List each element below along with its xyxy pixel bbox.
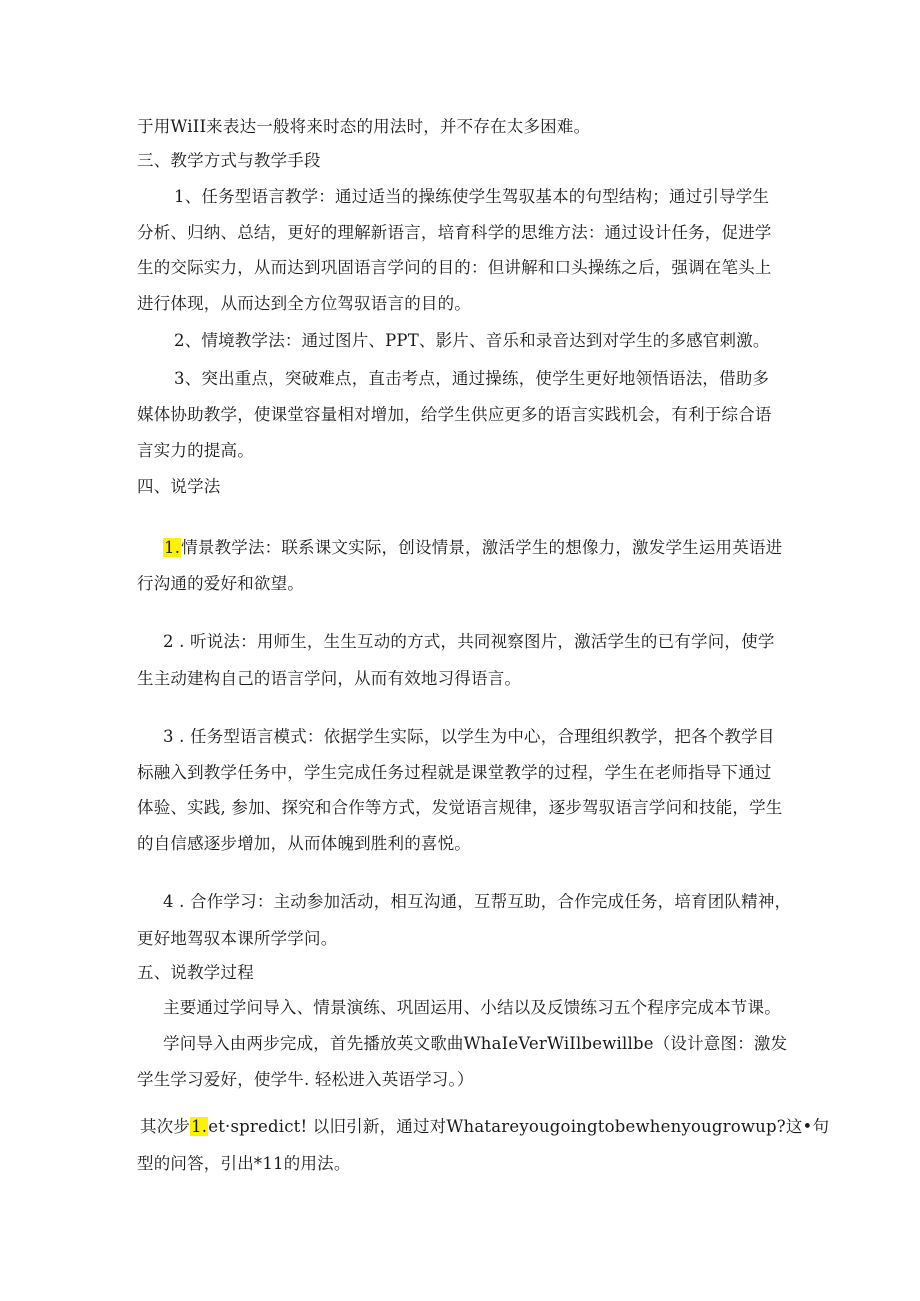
text-line-21: 更好地驾驭本课所学学问。 [137,929,338,948]
text-line-8: 3、突出重点，突破难点，直击考点，通过操练，使学生更好地领悟语法，借助多 [174,369,770,388]
text-line-26-rest: et·spredict! 以旧引新，通过对Whatareyougoingtobewhenyougrowup?这•句 [208,1117,830,1136]
text-line-14: 2 . 听说法：用师生，生生互动的方式，共同视察图片，激活学生的已有学问，使学 [163,632,775,651]
section-heading-3: 三、教学方式与教学手段 [137,151,321,170]
text-line-12 [163,537,782,559]
text-line-15: 生主动建构自己的语言学问，从而有效地习得语言。 [137,669,522,688]
highlighted-number: 1. [164,538,181,557]
section-heading-5: 五、说教学过程 [137,963,254,982]
text-line-24: 学问导入由两步完成，首先播放英文歌曲WhaIeVerWiIlbewillbe（设计意图：激发 [163,1034,788,1053]
text-line-26-start: 其次步 [140,1117,191,1136]
text-line-25: 学生学习爱好，使学牛. 轻松进入英语学习。） [137,1070,474,1089]
text-line-9: 媒体协助教学，使课堂容量相对增加，给学生供应更多的语言实践机会，有利于综合语 [137,405,772,424]
text-line-26 [140,1116,829,1138]
text-line-27: 型的问答，引出*11的用法。 [137,1154,351,1173]
text-line-6: 进行体现，从而达到全方位驾驭语言的目的。 [137,294,471,313]
text-line-1: 于用WiII来表达一般将来时态的用法时，并不存在太多困难。 [137,117,591,136]
text-line-12-rest: 情景教学法：联系课文实际，创设情景，激活学生的想像力，激发学生运用英语进 [181,538,783,557]
text-line-4: 分析、归纳、总结，更好的理解新语言，培育科学的思维方法：通过设计任务，促进学 [137,223,772,242]
text-line-5: 生的交际实力，从而达到巩固语言学问的目的：但讲解和口头操练之后，强调在笔头上 [137,258,772,277]
text-line-19: 的自信感逐步增加，从而体魄到胜利的喜悦。 [137,834,471,853]
text-line-17: 标融入到教学任务中，学生完成任务过程就是课堂教学的过程，学生在老师指导下通过 [137,763,772,782]
text-line-20: 4 . 合作学习：主动参加活动，相互沟通，互帮互助，合作完成任务，培育团队精神， [163,892,792,911]
text-line-3: 1、任务型语言教学：通过适当的操练使学生驾驭基本的句型结构；通过引导学生 [174,187,770,206]
text-line-13: 行沟通的爱好和欲望。 [137,574,304,593]
section-heading-4: 四、说学法 [137,477,221,496]
text-line-7: 2、情境教学法：通过图片、PPT、影片、音乐和录音达到对学生的多感官刺激。 [174,331,770,350]
text-line-16: 3 . 任务型语言模式：依据学生实际，以学生为中心，合理组织教学，把各个教学目 [163,727,775,746]
highlighted-letter: 1. [191,1117,208,1136]
text-line-23: 主要通过学问导入、情景演练、巩固运用、小结以及反馈练习五个程序完成本节课。 [163,998,781,1017]
text-line-18: 体验、实践, 参加、探究和合作等方式，发觉语言规律，逐步驾驭语言学问和技能，学生 [137,798,783,817]
text-line-10: 言实力的提高。 [137,441,254,460]
